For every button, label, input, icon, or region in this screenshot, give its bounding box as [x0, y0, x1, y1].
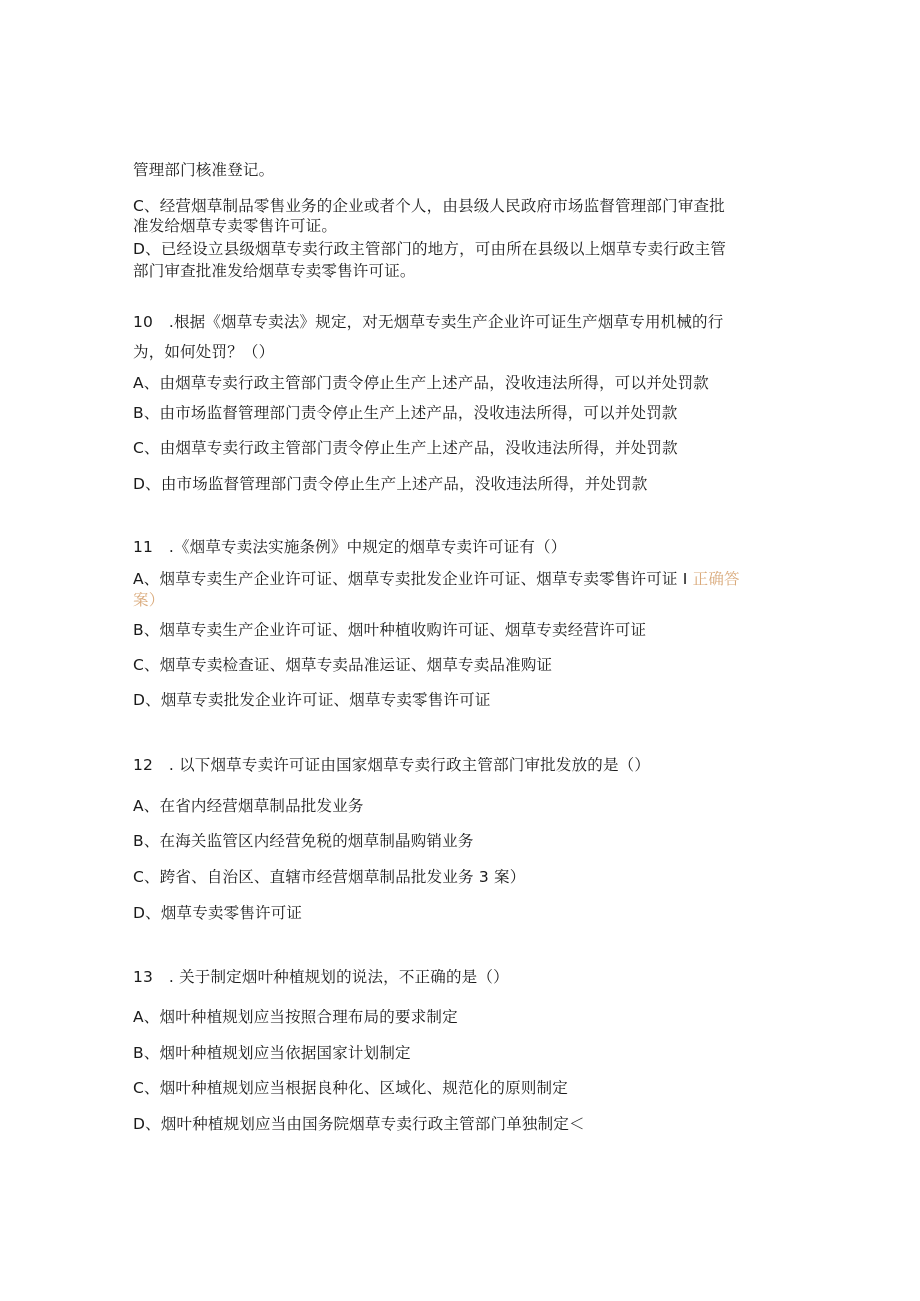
question-10-option-d: D、由市场监督管理部门责令停止生产上述产品，没收违法所得，并处罚款	[133, 475, 648, 493]
question-11-option-c: C、烟草专卖检查证、烟草专卖品准运证、烟草专卖品准购证	[133, 656, 553, 674]
intro-text-line: 管理部门核准登记。	[133, 161, 275, 179]
question-12-stem-line1: 12 . 以下烟草专卖许可证由国家烟草专卖行政主管部门审批发放的是（）	[133, 756, 651, 774]
intro-option-d-line2: 部门审查批准发给烟草专卖零售许可证。	[133, 262, 416, 280]
question-13-option-d: D、烟叶种植规划应当由国务院烟草专卖行政主管部门单独制定＜	[133, 1115, 585, 1133]
intro-option-c-line1: C、经营烟草制品零售业务的企业或者个人，由县级人民政府市场监督管理部门审查批	[133, 197, 725, 215]
intro-option-d-line1: D、已经设立县级烟草专卖行政主管部门的地方，可由所在县级以上烟草专卖行政主管	[133, 240, 727, 258]
question-10-stem-line2: 为，如何处罚？（）	[133, 343, 275, 361]
question-10-option-c: C、由烟草专卖行政主管部门责令停止生产上述产品，没收违法所得，并处罚款	[133, 439, 678, 457]
question-13-option-a: A、烟叶种植规划应当按照合理布局的要求制定	[133, 1008, 458, 1026]
question-12-option-b: B、在海关监管区内经营免税的烟草制晶购销业务	[133, 832, 474, 850]
question-11-option-a-line1	[133, 569, 740, 589]
question-11-option-a-text: A、烟草专卖生产企业许可证、烟草专卖批发企业许可证、烟草专卖零售许可证 I	[133, 570, 693, 588]
question-12-option-d: D、烟草专卖零售许可证	[133, 904, 303, 922]
answer-note-continued: 案）	[133, 591, 165, 609]
question-12-option-a: A、在省内经营烟草制品批发业务	[133, 797, 364, 815]
question-13-stem-line1: 13 . 关于制定烟叶种植规划的说法，不正确的是（）	[133, 968, 509, 986]
question-11-stem-line1: 11 .《烟草专卖法实施条例》中规定的烟草专卖许可证有（）	[133, 538, 567, 556]
question-10-stem-line1: 10 .根据《烟草专卖法》规定，对无烟草专卖生产企业许可证生产烟草专用机械的行	[133, 313, 724, 331]
question-11-option-d: D、烟草专卖批发企业许可证、烟草专卖零售许可证	[133, 691, 491, 709]
intro-option-c-line2: 准发给烟草专卖零售许可证。	[133, 217, 338, 235]
question-13-option-b: B、烟叶种植规划应当依据国家计划制定	[133, 1044, 411, 1062]
question-10-option-b: B、由市场监督管理部门责令停止生产上述产品，没收违法所得，可以并处罚款	[133, 404, 678, 422]
question-13-option-c: C、烟叶种植规划应当根据良种化、区域化、规范化的原则制定	[133, 1079, 568, 1097]
question-12-option-c: C、跨省、自治区、直辖市经营烟草制品批发业务 3 案）	[133, 868, 526, 886]
question-10-option-a: A、由烟草专卖行政主管部门责令停止生产上述产品，没收违法所得，可以并处罚款	[133, 374, 710, 392]
answer-note: 正确答	[692, 570, 740, 588]
question-11-option-b: B、烟草专卖生产企业许可证、烟叶种植收购许可证、烟草专卖经营许可证	[133, 621, 647, 639]
